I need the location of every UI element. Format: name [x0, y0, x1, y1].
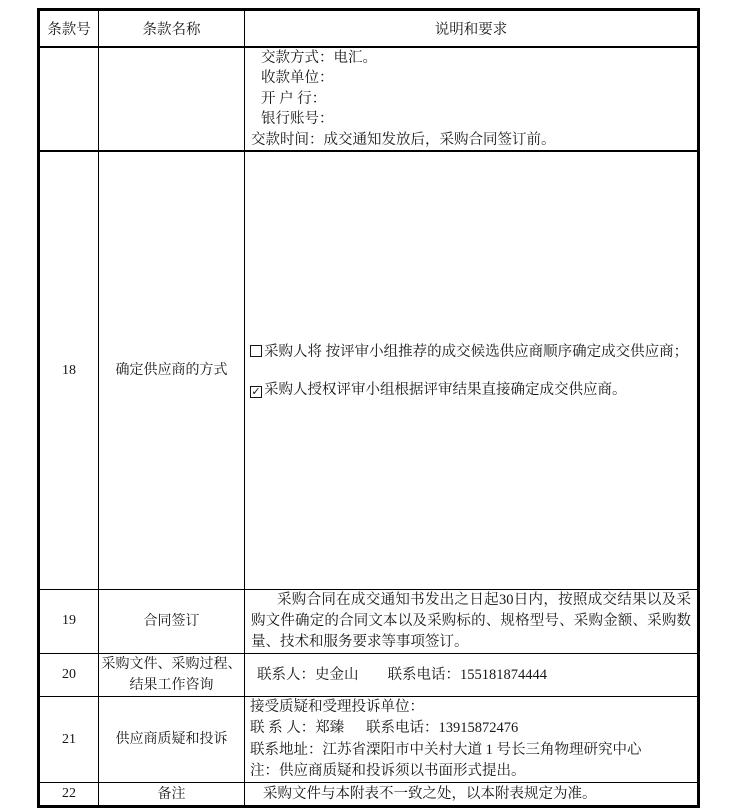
- option-text: 采购人将 按评审小组推荐的成交候选供应商顺序确定成交供应商；: [264, 343, 689, 360]
- clause-no-cell: 20: [39, 653, 99, 696]
- clause-name-cell: 合同签订: [99, 589, 245, 653]
- option-line: [245, 342, 697, 362]
- clause-name-cell: 供应商质疑和投诉: [99, 696, 245, 782]
- clause-name-cell: 确定供应商的方式: [99, 151, 245, 589]
- clause-name-cell: 采购文件、采购过程、结果工作咨询: [99, 653, 245, 696]
- header-clause-name: 条款名称: [99, 10, 245, 47]
- header-clause-no: 条款号: [39, 10, 99, 47]
- consult-contact-line: 联系人：史金山 联系电话：155181874444: [257, 666, 547, 683]
- complaint-unit-line: 接受质疑和受理投诉单位：: [250, 698, 424, 715]
- clause-no-cell: 18: [39, 151, 99, 589]
- table-row-18: [39, 151, 699, 589]
- clause-no-cell: 22: [39, 783, 99, 807]
- table-row-20: [39, 653, 699, 696]
- clause-table: [37, 8, 700, 808]
- table-row-22: [39, 783, 699, 807]
- remark-line: 采购文件与本附表不一致之处，以本附表规定为准。: [263, 785, 597, 802]
- account-line: 银行账号：: [261, 111, 334, 128]
- clause-no-cell: 19: [39, 589, 99, 653]
- contract-sign-text: 采购合同在成交通知书发出之日起30日内，按照成交结果以及采购文件确定的合同文本以及采购标的、规格型号、采购金额、采购数量、技术和服务要求等事项签订。: [251, 591, 691, 650]
- table-header-row: [39, 10, 699, 47]
- payee-line: 收款单位：: [261, 70, 334, 87]
- table-row-payment: [39, 47, 699, 152]
- complaint-note-line: 注：供应商质疑和投诉须以书面形式提出。: [250, 762, 526, 779]
- bank-line: 开 户 行：: [261, 90, 327, 107]
- clause-no-cell: 21: [39, 696, 99, 782]
- complaint-cell: [245, 696, 699, 782]
- consult-contact-cell: [245, 653, 699, 696]
- header-description: 说明和要求: [245, 10, 699, 47]
- remark-cell: [245, 783, 699, 807]
- clause-no-cell: [39, 47, 99, 152]
- table-row-19: [39, 589, 699, 653]
- option-text: 采购人授权评审小组根据评审结果直接确定成交供应商。: [264, 381, 627, 398]
- checkbox-unchecked-icon: [250, 345, 262, 357]
- complaint-address-line: 联系地址：江苏省溧阳市中关村大道 1 号长三角物理研究中心: [250, 741, 642, 758]
- payment-method-line: 交款方式：电汇。: [261, 49, 377, 66]
- supplier-method-cell: [245, 151, 699, 589]
- checkbox-checked-icon: ✓: [251, 384, 261, 398]
- complaint-contact-line: 联 系 人：郑臻 联系电话：13915872476: [250, 720, 519, 737]
- contract-sign-cell: [245, 589, 699, 653]
- payment-desc-cell: [245, 47, 699, 152]
- clause-name-cell: [99, 47, 245, 152]
- clause-name-cell: 备注: [99, 783, 245, 807]
- payment-time-line: 交款时间：成交通知发放后，采购合同签订前。: [251, 131, 556, 148]
- option-line: [245, 380, 697, 400]
- table-row-21: [39, 696, 699, 782]
